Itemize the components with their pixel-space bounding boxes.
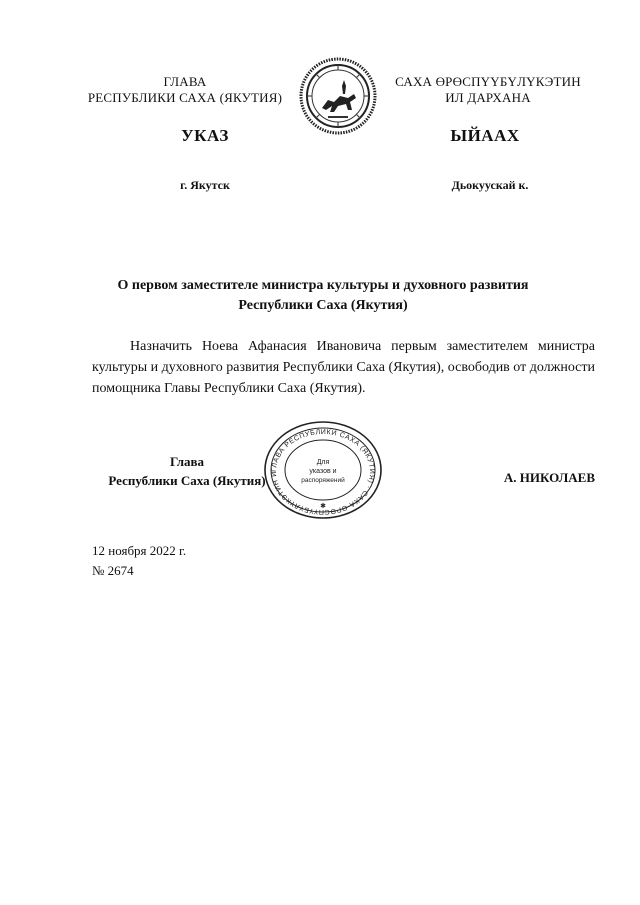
decree-title-line2: Республики Саха (Якутия) <box>238 298 408 313</box>
decree-title <box>80 276 566 316</box>
seal-center-line2: указов и <box>309 468 337 475</box>
place-left: г. Якутск <box>180 178 230 192</box>
seal-center-line3: распоряжений <box>301 477 345 484</box>
signature-name: А. НИКОЛАЕВ <box>503 470 595 485</box>
header-left-line1: ГЛАВА <box>163 74 207 89</box>
header-left-line2: РЕСПУБЛИКИ САХА (ЯКУТИЯ) <box>87 90 283 105</box>
header-right-line2: ИЛ ДАРХАНА <box>445 90 531 105</box>
seal-star-icon: ✱ <box>320 502 326 510</box>
header-right <box>378 74 598 106</box>
header-right-line1: САХА ӨРӨСПҮҮБҮЛҮКЭТИН <box>395 74 581 89</box>
decree-date-number <box>92 541 186 581</box>
seal-outer-text: ГЛАВА РЕСПУБЛИКИ САХА (ЯКУТИЯ) · САХА ӨРӨСПҮҮБҮЛҮКЭТИН И <box>270 428 376 516</box>
doc-type-left: УКАЗ <box>181 126 229 145</box>
decree-title-line1: О первом заместителе министра культуры и духовного развития <box>117 278 529 293</box>
header-left <box>70 74 300 106</box>
decree-number: № 2674 <box>92 563 134 578</box>
signature-position <box>92 452 282 490</box>
doc-type-right: ЫЙААХ <box>450 126 520 145</box>
place-right: Дьокуускай к. <box>451 178 529 192</box>
signature-position-line2: Республики Саха (Якутия) <box>108 473 266 488</box>
seal-center-line1: Для <box>316 459 330 466</box>
coat-of-arms-emblem <box>298 56 378 136</box>
decree-date: 12 ноября 2022 г. <box>92 543 187 558</box>
signature-position-line1: Глава <box>169 454 205 469</box>
decree-body: Назначить Ноева Афанасия Ивановича первым заместителем министра культуры и духовного развития Республики Саха (Якутия), освободив от должности помощника Главы Республики Саха (Якутия). <box>92 339 595 396</box>
